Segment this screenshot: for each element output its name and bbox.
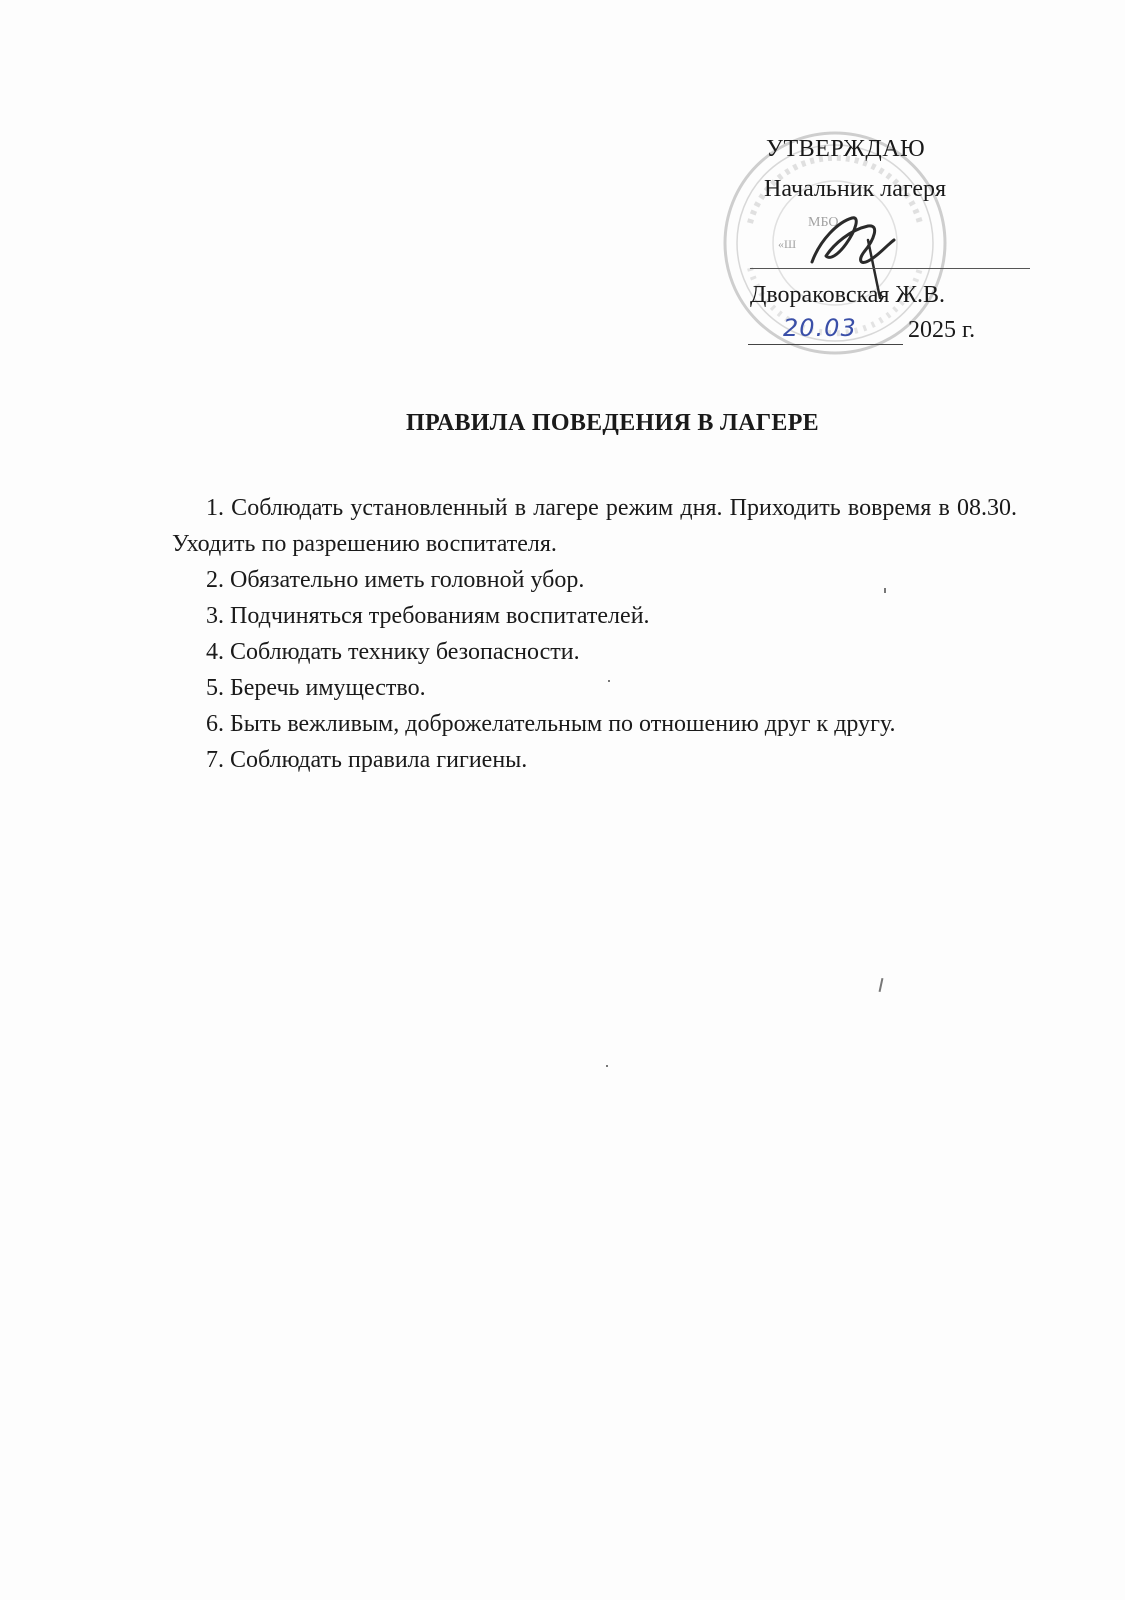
rule-item: 4. Соблюдать технику безопасности. [206,639,580,665]
svg-text:«Ш: «Ш [778,237,797,251]
signature-line [750,268,1030,269]
rule-item: 7. Соблюдать правила гигиены. [206,747,528,773]
rule-item: 6. Быть вежливым, доброжелательным по отношению друг к другу. [206,711,896,737]
rules-list [172,490,1017,778]
scan-mark [606,1065,608,1067]
approval-block [720,128,1050,358]
document-title: ПРАВИЛА ПОВЕДЕНИЯ В ЛАГЕРЕ [406,410,819,436]
approver-name: Дворaковская Ж.В. [750,282,945,308]
svg-text:МБО: МБО [808,215,839,230]
rule-item: 2. Обязательно иметь головной убор. [206,567,585,593]
rule-item: 1. Соблюдать установленный в лагере режим дня. Приходить вовремя в 08.30. Уходить по разрешению воспитателя. [172,495,1017,557]
rule-item: 3. Подчиняться требованиям воспитателей. [206,603,650,629]
approver-position: Начальник лагеря [764,176,947,202]
approval-title: УТВЕРЖДАЮ [766,136,926,162]
rule-item: 5. Беречь имущество. [206,675,426,701]
approval-date [748,314,1008,346]
date-year: 2025 г. [908,317,976,343]
date-underline [748,344,903,345]
date-handwritten: 20.03 [783,314,857,342]
scan-mark [879,978,884,992]
